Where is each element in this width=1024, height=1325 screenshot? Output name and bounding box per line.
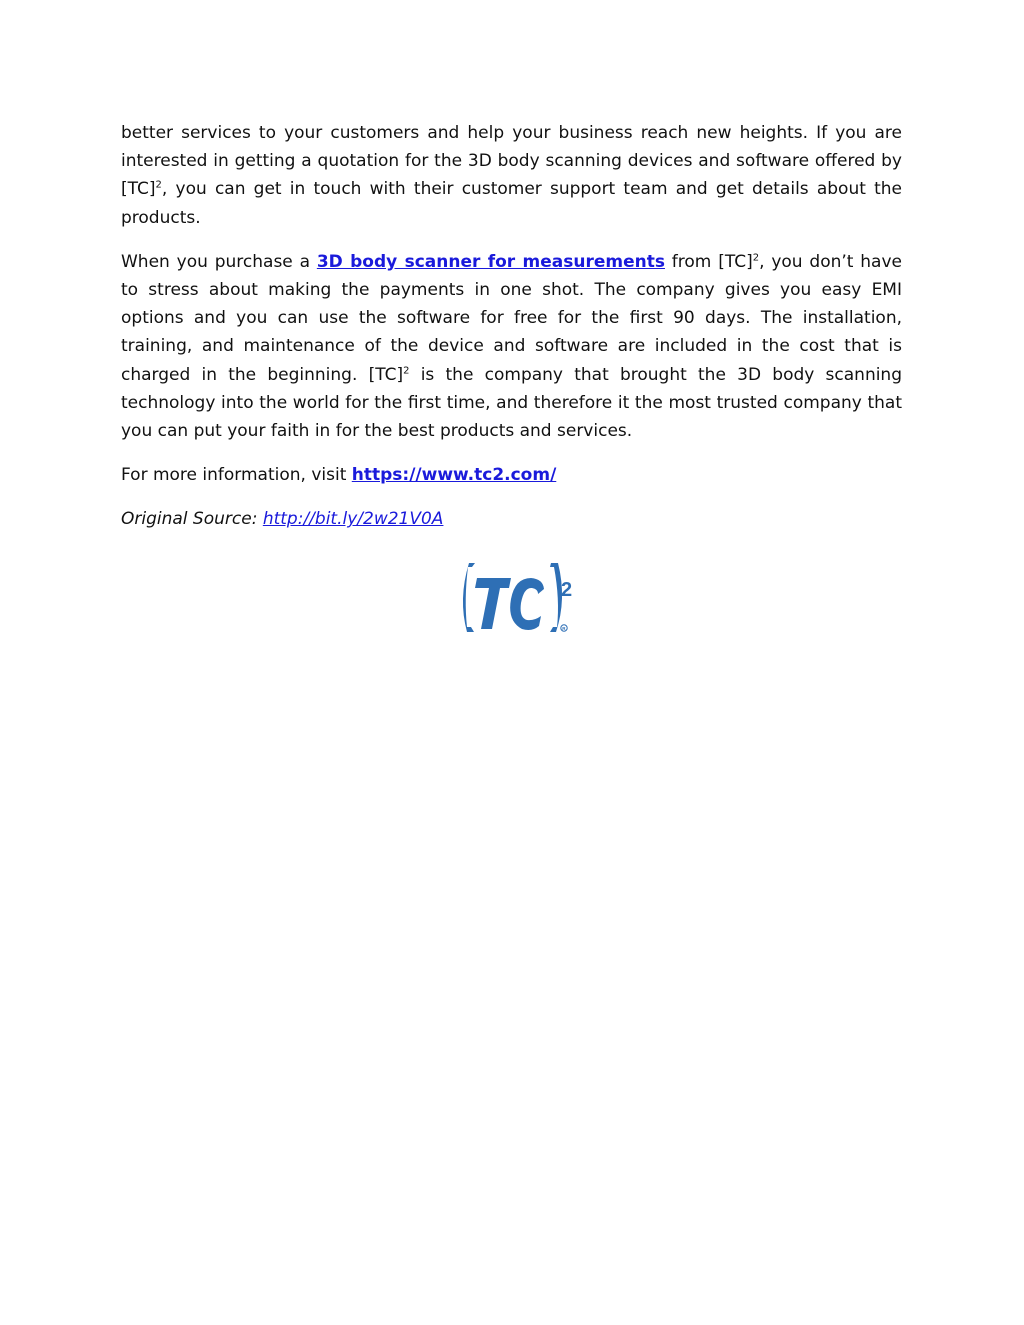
paragraph-purchase-text-c: , you don’t have to stress about making the payments in one shot. The company gives you easy EMI options and you can use the software for free for the first 90 days. The installation, training, and maintenance of the device and software are included in the cost that is charged in the beginning. [TC] xyxy=(121,251,902,385)
paragraph-services xyxy=(121,119,902,232)
original-source-link[interactable]: http://bit.ly/2w21V0A xyxy=(262,509,444,530)
body-scanner-link[interactable]: 3D body scanner for measurements xyxy=(316,251,665,272)
tc2-website-link[interactable]: https://www.tc2.com/ xyxy=(351,465,557,486)
superscript: 2 xyxy=(752,252,760,264)
paragraph-services-text-b: , you can get in touch with their customer support team and get details about the products. xyxy=(121,179,902,228)
svg-text:2: 2 xyxy=(561,579,573,601)
paragraph-purchase-text-d: is the company that brought the 3D body scanning technology into the world for the first time, and therefore it the most trusted company that you can put your faith in for the best products and services. xyxy=(121,364,903,442)
paragraph-purchase xyxy=(121,248,902,445)
tc2-logo-graphic xyxy=(455,559,581,639)
original-source-prefix: Original Source: xyxy=(121,509,263,530)
document-body xyxy=(121,119,902,550)
superscript: 2 xyxy=(403,364,410,376)
more-info-prefix: For more information, visit xyxy=(121,465,352,486)
paragraph-original-source xyxy=(121,505,902,533)
superscript: 2 xyxy=(155,179,162,191)
tc2-logo xyxy=(455,559,581,639)
paragraph-services-text-a: better services to your customers and help your business reach new heights. If you are interested in getting a quotation for the 3D body scanning devices and software offered by [TC] xyxy=(121,123,902,200)
paragraph-more-info xyxy=(121,461,902,489)
paragraph-purchase-text-b: from [TC] xyxy=(664,251,753,272)
svg-text:R: R xyxy=(562,626,566,631)
paragraph-purchase-text-a: When you purchase a xyxy=(121,251,317,272)
